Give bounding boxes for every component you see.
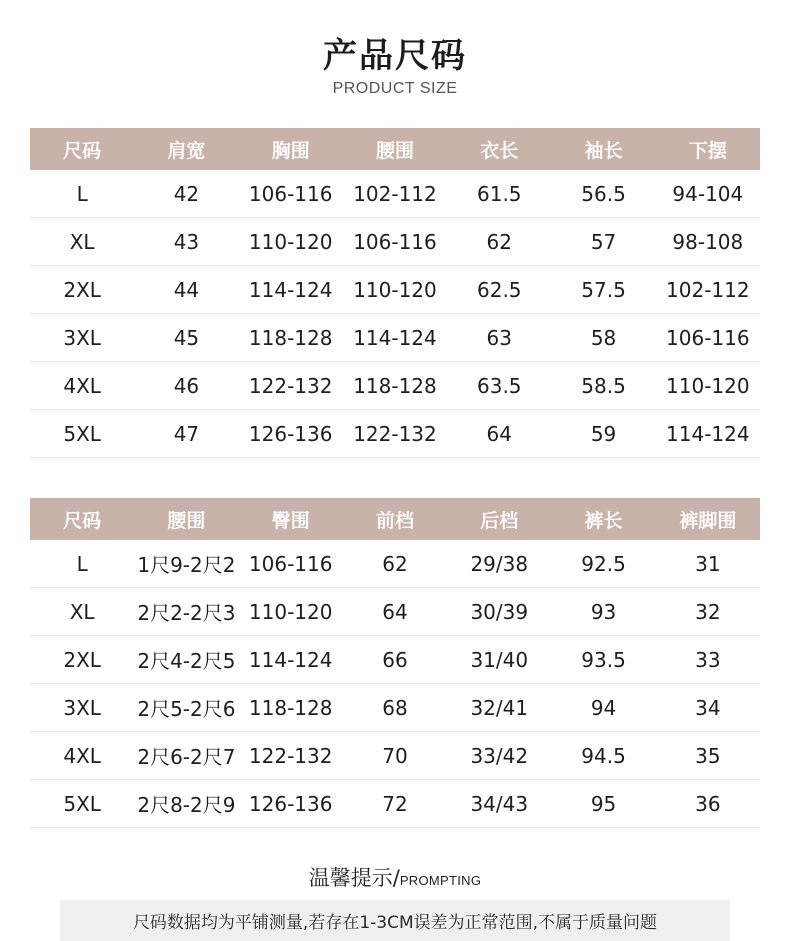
table-cell: 118-128 <box>248 695 333 720</box>
table-cell: 29/38 <box>470 551 529 576</box>
header-cell: 下摆 <box>688 139 727 162</box>
header-cell: 衣长 <box>480 139 519 162</box>
bottom-size-table <box>30 498 760 828</box>
measurement-notice: 尺码数据均为平铺测量,若存在1-3CM误差为正常范围,不属于质量问题 <box>60 900 730 941</box>
table-cell: 2尺6-2尺7 <box>137 745 236 769</box>
table-cell: 46 <box>173 373 200 398</box>
table-cell: 61.5 <box>477 181 522 206</box>
table-cell: 95 <box>590 791 617 816</box>
table-cell: 62.5 <box>477 277 522 302</box>
header-cell: 袖长 <box>584 139 623 162</box>
table-cell: 94-104 <box>672 181 744 206</box>
table-cell: 3XL <box>63 325 101 350</box>
table-cell: 106-116 <box>666 325 750 350</box>
table-cell: 58 <box>590 325 617 350</box>
table-cell: 110-120 <box>248 229 333 254</box>
header-cell: 尺码 <box>63 139 102 162</box>
table-cell: 63.5 <box>477 373 522 398</box>
table-cell: 58.5 <box>581 373 626 398</box>
table-cell: 2尺2-2尺3 <box>137 601 236 625</box>
table-cell: 62 <box>486 229 512 254</box>
table-cell: 106-116 <box>248 551 333 576</box>
table-cell: 102-112 <box>666 277 750 302</box>
table-row <box>30 362 760 410</box>
table-cell: 122-132 <box>248 373 333 398</box>
header-cell: 裤长 <box>584 509 623 532</box>
table-cell: 92.5 <box>581 551 626 576</box>
table-row <box>30 684 760 732</box>
table-cell: 31/40 <box>470 647 529 672</box>
table-row <box>30 266 760 314</box>
top-size-table <box>30 128 760 458</box>
table-cell: 94.5 <box>581 743 626 768</box>
table-row <box>30 780 760 828</box>
table-cell: 64 <box>486 421 512 446</box>
table-cell: 57.5 <box>581 277 626 302</box>
table-row <box>30 170 760 218</box>
table-cell: L <box>76 551 88 576</box>
table-cell: 44 <box>173 277 200 302</box>
header-cell: 胸围 <box>271 139 310 162</box>
table-cell: 98-108 <box>672 229 744 254</box>
table-cell: XL <box>69 599 95 624</box>
table-cell: 126-136 <box>248 791 333 816</box>
table-cell: 118-128 <box>353 373 437 398</box>
header-cell: 尺码 <box>63 509 102 532</box>
table-cell: 93 <box>590 599 617 624</box>
table-cell: 30/39 <box>470 599 529 624</box>
table-cell: 47 <box>173 421 200 446</box>
table-cell: 5XL <box>63 421 101 446</box>
table-cell: 122-132 <box>353 421 437 446</box>
header-cell: 肩宽 <box>167 139 206 162</box>
table-cell: 122-132 <box>248 743 333 768</box>
tips-heading-cn: 温馨提示/ <box>308 866 400 890</box>
header-cell: 臀围 <box>271 509 310 532</box>
table-cell: 106-116 <box>248 181 333 206</box>
table-cell: 33 <box>695 647 721 672</box>
tips-heading-en: PROMPTING <box>399 873 482 888</box>
table-cell: 42 <box>173 181 200 206</box>
header-cell: 裤脚围 <box>679 509 737 532</box>
table-cell: 106-116 <box>353 229 437 254</box>
table-cell: 114-124 <box>248 277 333 302</box>
table-cell: 2尺8-2尺9 <box>137 793 236 817</box>
table-cell: 34/43 <box>470 791 529 816</box>
table-cell: 64 <box>382 599 408 624</box>
table-cell: 36 <box>695 791 721 816</box>
table-cell: 110-120 <box>353 277 437 302</box>
header-cell: 腰围 <box>375 139 414 162</box>
table-cell: 35 <box>695 743 721 768</box>
page-title: 产品尺码 <box>323 36 467 76</box>
table-cell: 1尺9-2尺2 <box>137 553 236 577</box>
table-row <box>30 540 760 588</box>
table-cell: 32/41 <box>470 695 529 720</box>
table-cell: 2尺5-2尺6 <box>137 697 236 721</box>
table-cell: 4XL <box>63 373 101 398</box>
table-cell: 110-120 <box>248 599 333 624</box>
table-cell: 66 <box>382 647 408 672</box>
page-subtitle: PRODUCT SIZE <box>332 80 458 97</box>
table-cell: 32 <box>695 599 721 624</box>
table-row <box>30 314 760 362</box>
table-cell: 70 <box>382 743 408 768</box>
table-cell: 94 <box>590 695 617 720</box>
table-cell: 31 <box>695 551 721 576</box>
table-cell: 63 <box>486 325 512 350</box>
table-cell: 4XL <box>63 743 101 768</box>
table-cell: L <box>76 181 88 206</box>
table-row <box>30 732 760 780</box>
table-cell: 68 <box>382 695 408 720</box>
table-row <box>30 218 760 266</box>
table-cell: 33/42 <box>470 743 529 768</box>
table-cell: 62 <box>382 551 408 576</box>
table-cell: 56.5 <box>581 181 626 206</box>
table-header <box>30 498 760 540</box>
header-cell: 前档 <box>375 509 414 532</box>
header-cell: 腰围 <box>167 509 206 532</box>
table-cell: 118-128 <box>248 325 333 350</box>
table-cell: 2XL <box>63 277 101 302</box>
table-cell: 45 <box>173 325 200 350</box>
table-cell: 110-120 <box>666 373 750 398</box>
table-cell: 114-124 <box>666 421 750 446</box>
table-cell: 43 <box>173 229 200 254</box>
table-cell: 93.5 <box>581 647 626 672</box>
table-row <box>30 410 760 458</box>
table-header <box>30 128 760 170</box>
table-cell: 2尺4-2尺5 <box>137 649 236 673</box>
table-cell: 34 <box>695 695 721 720</box>
table-cell: 3XL <box>63 695 101 720</box>
table-cell: 5XL <box>63 791 101 816</box>
table-cell: 102-112 <box>353 181 437 206</box>
table-cell: 59 <box>590 421 617 446</box>
table-cell: 57 <box>590 229 617 254</box>
table-cell: XL <box>69 229 95 254</box>
table-cell: 126-136 <box>248 421 333 446</box>
table-cell: 2XL <box>63 647 101 672</box>
tips-heading <box>0 862 790 892</box>
table-cell: 114-124 <box>248 647 333 672</box>
table-cell: 114-124 <box>353 325 437 350</box>
table-row <box>30 588 760 636</box>
table-row <box>30 636 760 684</box>
header-cell: 后档 <box>480 509 519 532</box>
table-cell: 72 <box>382 791 408 816</box>
